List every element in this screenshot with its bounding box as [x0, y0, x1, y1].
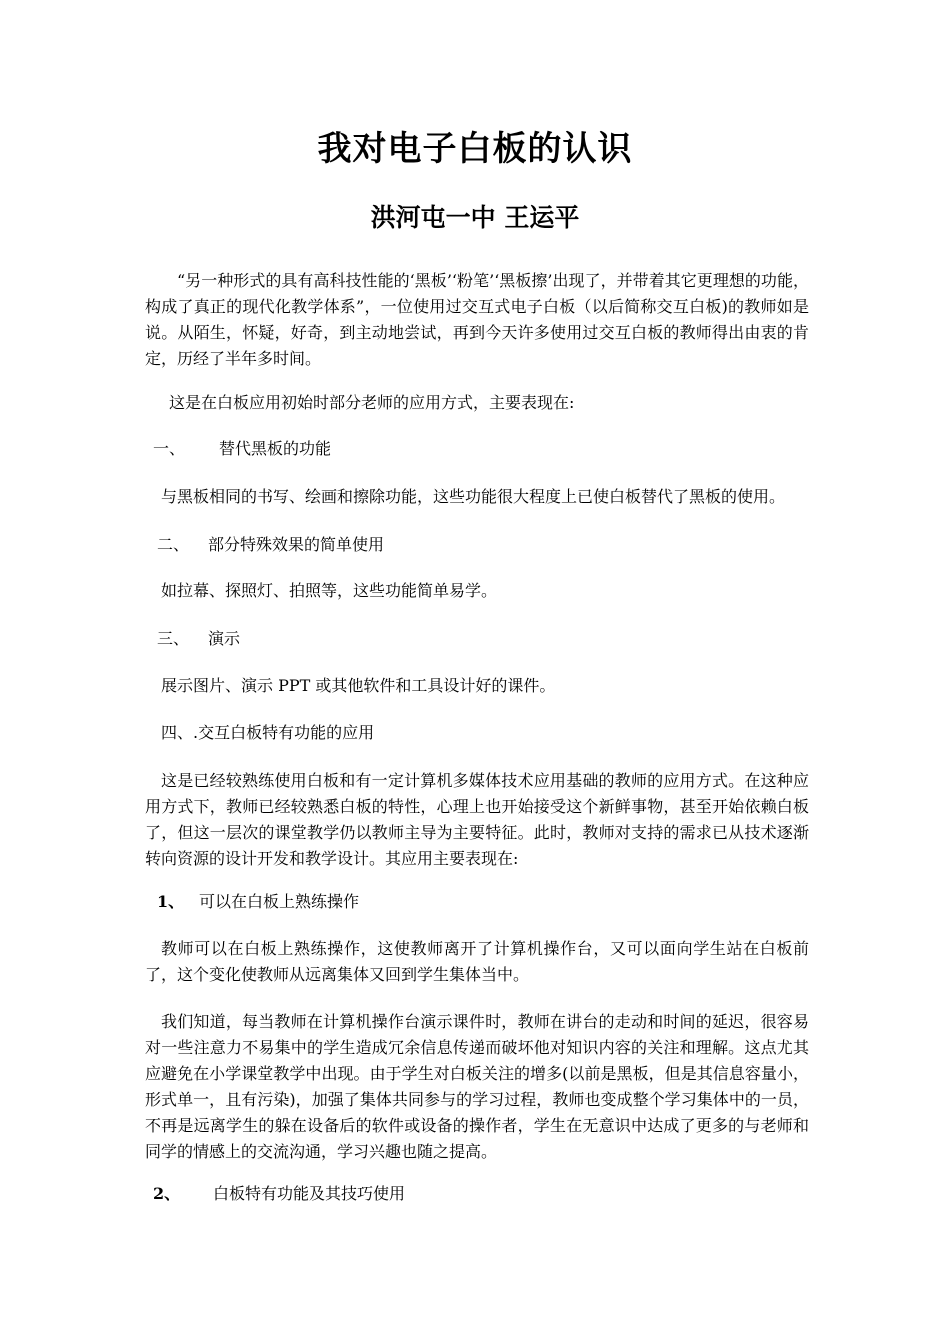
item-number: 1、 [157, 892, 185, 911]
item-heading-2 [153, 1181, 405, 1207]
section-title: 部分特殊效果的简单使用 [208, 535, 385, 554]
section-number: 一、 [153, 439, 186, 458]
section-body-2: 如拉幕、探照灯、拍照等，这些功能简单易学。 [161, 581, 498, 600]
item-number: 2、 [153, 1184, 181, 1203]
section-heading-3 [157, 626, 240, 652]
section-number: 三、 [157, 629, 190, 648]
section-body-3: 展示图片、演示 PPT 或其他软件和工具设计好的课件。 [161, 676, 556, 695]
section-number: 二、 [157, 535, 190, 554]
document-title: 我对电子白板的认识 [317, 129, 633, 169]
section-body-1: 与黑板相同的书写、绘画和擦除功能，这些功能很大程度上已使白板替代了黑板的使用。 [161, 487, 786, 506]
item-title: 可以在白板上熟练操作 [199, 892, 360, 911]
section-title: 替代黑板的功能 [219, 439, 332, 458]
section-heading-4: 四、.交互白板特有功能的应用 [161, 723, 375, 742]
document-author: 洪河屯一中 王运平 [370, 203, 580, 232]
item-title: 白板特有功能及其技巧使用 [213, 1184, 406, 1203]
section-title: 演示 [208, 629, 241, 648]
lead-paragraph: 这是在白板应用初始时部分老师的应用方式，主要表现在: [169, 393, 575, 412]
section-body-4: 这是已经较熟练使用白板和有一定计算机多媒体技术应用基础的教师的应用方式。在这种应用方式下，教师已经较熟悉白板的特性，心理上也开始接受这个新鲜事物，甚至开始依赖白板了，但这一层次的课堂教学仍以教师主导为主要特征。此时，教师对支持的需求已从技术逐渐转向资源的设计开发和教学设计。其应用主要表现在: [145, 771, 809, 868]
item-body-1a: 教师可以在白板上熟练操作，这使教师离开了计算机操作台，又可以面向学生站在白板前了，这个变化使教师从远离集体又回到学生集体当中。 [145, 939, 809, 984]
item-body-1b: 我们知道，每当教师在计算机操作台演示课件时，教师在讲台的走动和时间的延迟，很容易对一些注意力不易集中的学生造成冗余信息传递而破坏他对知识内容的关注和理解。这点尤其应避免在小学课堂教学中出现。由于学生对白板关注的增多(以前是黑板，但是其信息容量小，形式单一，且有污染)，加强了集体共同参与的学习过程，教师也变成整个学习集体中的一员，不再是远离学生的躲在设备后的软件或设备的操作者，学生在无意识中达成了更多的与老师和同学的情感上的交流沟通，学习兴趣也随之提高。 [145, 1012, 809, 1161]
intro-paragraph: “另一种形式的具有高科技性能的‘黑板’‘粉笔’‘黑板擦’出现了，并带着其它更理想的功能，构成了真正的现代化教学体系”，一位使用过交互式电子白板（以后简称交互白板)的教师如是说。从陌生，怀疑，好奇，到主动地尝试，再到今天许多使用过交互白板的教师得出由衷的肯定，历经了半年多时间。 [145, 271, 809, 368]
item-heading-1 [157, 889, 359, 915]
section-heading-1 [153, 436, 331, 462]
section-heading-2 [157, 532, 384, 558]
